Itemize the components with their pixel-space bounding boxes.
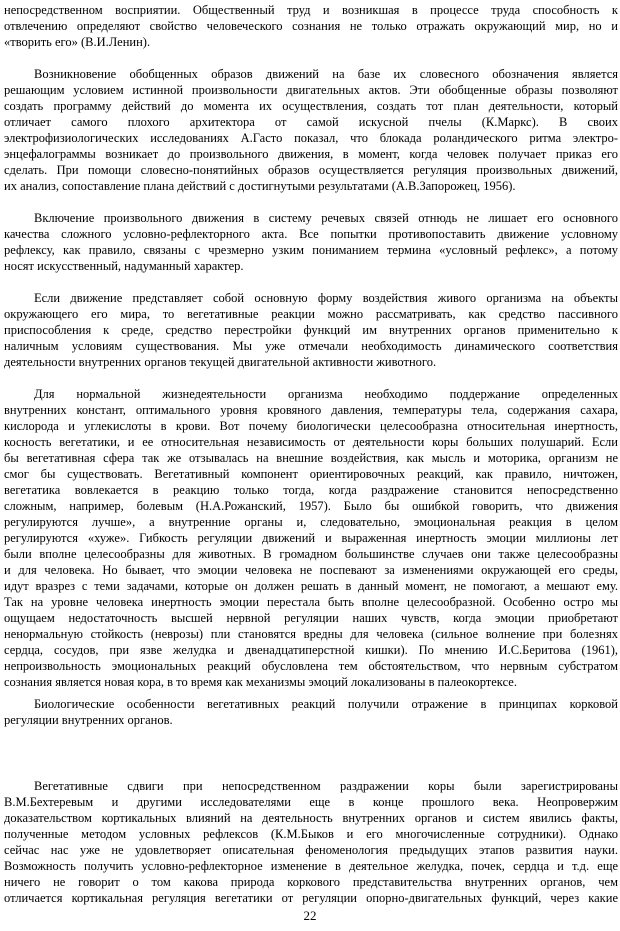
text-line: сделать. При помощи словесно-понятийных образов осуществляется регуляция произвольных движений, bbox=[4, 163, 618, 177]
text-line: качества сложного условно-рефлекторного акта. Все попытки противопоставить движение условному bbox=[4, 227, 618, 241]
text-line: энцефалограммы возникает до произвольного движения, в момент, когда человек получает приказ его bbox=[4, 147, 618, 161]
text-line: смог бы существовать. Вегетативный компонент ориентировочных реакций, как правило, ничтожен, bbox=[4, 467, 618, 481]
text-line: кислорода и углекислоты в крови. Вот почему биологически целесообразна относительная инертность, bbox=[4, 419, 618, 433]
text-line: регулируются «хуже». Гибкость регуляции движений и выраженная инертность эмоции миллионы лет bbox=[4, 531, 618, 545]
text-line: непосредственном восприятии. Общественный труд и возникшая в процессе труда способность к bbox=[4, 3, 618, 17]
text-line: наличным условиям существования. Мы уже отмечали необходимость динамического соответствия bbox=[4, 339, 618, 353]
text-line: «творить его» (В.И.Ленин). bbox=[4, 35, 151, 49]
text-line: рефлексу, как правило, связаны с чрезмерно узким пониманием термина «условный рефлекс», а потому bbox=[4, 243, 618, 257]
text-line: ненормальную стойкость (неврозы) пли становятся вредны для человека (сильное волнение при болезнях bbox=[4, 627, 618, 641]
text-line: окружающего его мира, то вегетативные реакции можно рассматривать, как средство пассивного bbox=[4, 307, 618, 321]
text-line: бы вегетативная сфера так же отзывалась на внешние воздействия, как мысль и моторика, организм не bbox=[4, 451, 618, 465]
text-line: регуляции внутренних органов. bbox=[4, 713, 173, 727]
text-line: создать программу действий до момента их осуществления, создать тот план деятельности, который bbox=[4, 99, 618, 113]
text-line: их анализ, сопоставление плана действий с достигнутыми результатами (А.В.Запорожец, 1956). bbox=[4, 179, 516, 193]
text-line: Так на уровне человека инертность эмоции перестала быть вполне целесообразной. Особенно остро мы bbox=[4, 595, 618, 609]
text-line: электрофизиологических исследованиях А.Гасто показал, что блокада роландического ритма электро- bbox=[4, 131, 618, 145]
text-line: Биологические особенности вегетативных реакций получили отражение в принципах корковой bbox=[34, 697, 618, 711]
text-line: косность вегетатики, и ее относительная независимость от деятельности коры больших полушарий. Если bbox=[4, 435, 618, 449]
text-line: отличается кортикальная регуляция вегетатики от регуляции опорно-двигательных функций, через какие bbox=[4, 891, 618, 905]
text-line: внутренних констант, оптимального уровня кровяного давления, температуры тела, содержания сахара, bbox=[4, 403, 618, 417]
text-line: носят искусственный, надуманный характер. bbox=[4, 259, 244, 273]
text-line: вегетатика вовлекается в реакцию только тогда, когда раздражение становится непосредственно bbox=[4, 483, 618, 497]
text-line: Возникновение обобщенных образов движений на базе их словесного обозначения является bbox=[34, 67, 618, 81]
text-line: Вегетативные сдвиги при непосредственном раздражении коры были зарегистрированы bbox=[34, 779, 618, 793]
text-line: Возможность получить условно-рефлекторное изменение в деятельное желудка, почек, сердца и т.д. еще bbox=[4, 859, 618, 873]
text-line: В.М.Бехтеревым и другими исследователями еще в конце прошлого века. Неопровержим bbox=[4, 795, 618, 809]
text-line: ощущаем недостаточность высшей нервной регуляции наших чувств, когда эмоции приобретают bbox=[4, 611, 618, 625]
text-line: сознания является новая кора, в то время как механизмы эмоций локализованы в палеокортексе. bbox=[4, 675, 517, 689]
text-line: идут вразрез с теми задачами, которые он должен решать в данный момент, не помогают, а мешают ему. bbox=[4, 579, 618, 593]
text-line: приспособления к среде, средство перестройки функций им внутренних органов применительно к bbox=[4, 323, 618, 337]
text-line: Если движение представляет собой основную форму воздействия живого организма на объекты bbox=[34, 291, 618, 305]
text-line: решающим условием истинной произвольности двигательных актов. Эти обобщенные образы позволяют bbox=[4, 83, 618, 97]
text-line: ничего не говорит о том какова природа коркового представительства внутренних органов, чем bbox=[4, 875, 618, 889]
text-line: деятельности внутренних органов текущей двигательной активности животного. bbox=[4, 355, 437, 369]
text-line: доказательством кортикальных влияний на деятельность внутренних органов и систем явились факты, bbox=[4, 811, 618, 825]
text-line: отвлечению определяют свойство человеческого сознания не только отражать окружающий мир, но и bbox=[4, 19, 618, 33]
page-number: 22 bbox=[303, 908, 317, 923]
text-line: Включение произвольного движения в систему речевых связей отнюдь не лишает его основного bbox=[34, 211, 618, 225]
text-line: сердца, сосудов, при язве желудка и двенадцатиперстной кишки). По мнению И.С.Беритова (1961), bbox=[4, 643, 618, 657]
text-line: сейчас нас уже не удовлетворяет описательная феноменология предыдущих этапов развития науки. bbox=[4, 843, 618, 857]
text-line: Для нормальной жизнедеятельности организма необходимо поддержание определенных bbox=[34, 387, 618, 401]
text-line: и для человека. Но бывает, что эмоции человека не поспевают за изменениями окружающей его среды, bbox=[4, 563, 618, 577]
text-line: были вполне целесообразны для животных. В громадном большинстве случаев они также целесообразны bbox=[4, 547, 618, 561]
text-line: отличает самого плохого архитектора от самой искусной пчелы (К.Маркс). В своих bbox=[4, 115, 618, 129]
text-line: регулируются лучше», а внутренние органы и, следовательно, эмоциональная реакция в целом bbox=[4, 515, 618, 529]
text-line: непроизвольность эмоциональных реакций обусловлена тем обстоятельством, что нервным субстратом bbox=[4, 659, 618, 673]
text-line: сложным, например, болевым (Н.А.Рожанский, 1957). Было бы ошибкой говорить, что движения bbox=[4, 499, 618, 513]
text-line: полученные методом условных рефлексов (К.М.Быков и его многочисленные сотрудники). Однако bbox=[4, 827, 618, 841]
